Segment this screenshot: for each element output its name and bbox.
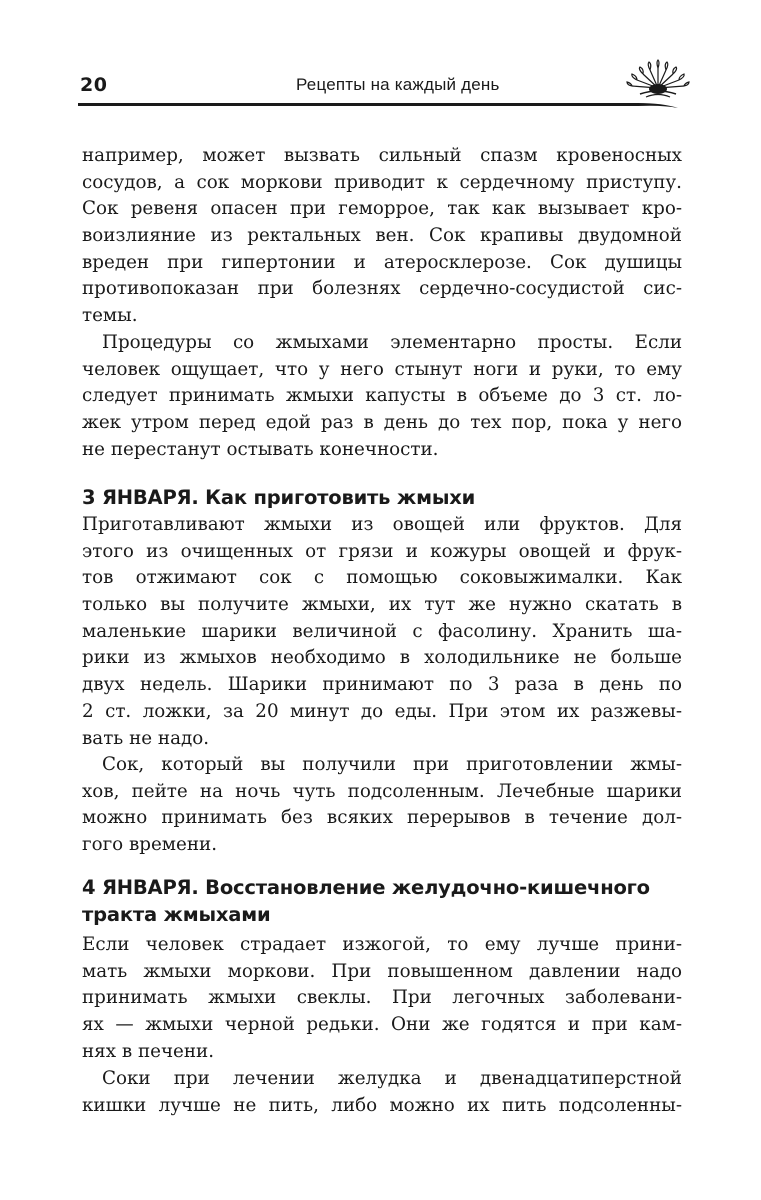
text-line: гого времени. bbox=[82, 834, 218, 856]
paragraph bbox=[82, 752, 682, 859]
text-line: Соки при лечении желудка и двенадцатиперстной bbox=[102, 1068, 682, 1089]
text-line: вреден при гипертонии и атеросклерозе. Сок душицы bbox=[82, 251, 682, 273]
text-line: этого из очищенных от грязи и кожуры овощей и фрук- bbox=[82, 540, 682, 562]
header-rule bbox=[78, 100, 688, 112]
running-header bbox=[78, 70, 688, 110]
section-heading bbox=[82, 874, 682, 928]
text-line: хов, пейте на ночь чуть подсоленным. Лечебные шарики bbox=[82, 780, 682, 802]
text-line: следует принимать жмыхи капусты в объеме до 3 ст. ло- bbox=[82, 385, 682, 407]
paragraph bbox=[82, 932, 682, 1065]
text-line: Процедуры со жмыхами элементарно просты. Если bbox=[102, 332, 682, 353]
text-line: Сок, который вы получили при приготовлении жмы- bbox=[102, 754, 682, 775]
text-line: воизлияние из ректальных вен. Сок крапивы двудомной bbox=[82, 225, 682, 247]
text-line: Сок ревеня опасен при геморрое, так как вызывает кро- bbox=[82, 198, 682, 220]
text-line: сосудов, а сок моркови приводит к сердечному приступу. bbox=[82, 171, 682, 193]
paragraph bbox=[82, 1066, 682, 1119]
text-line: человек ощущает, что у него стынут ноги и руки, то ему bbox=[82, 358, 682, 380]
text-line: темы. bbox=[82, 305, 138, 327]
text-line: нях в печени. bbox=[82, 1040, 215, 1062]
section-heading bbox=[82, 484, 682, 511]
text-line: кишки лучше не пить, либо можно их пить подсоленны- bbox=[82, 1094, 682, 1116]
text-line: 2 ст. ложки, за 20 минут до еды. При этом их разжевы- bbox=[82, 700, 682, 722]
text-line: не перестанут остывать конечности. bbox=[82, 438, 439, 460]
text-line: противопоказан при болезнях сердечно-сосудистой сис- bbox=[82, 278, 682, 300]
text-line: Если человек страдает изжогой, то ему лучше прини- bbox=[82, 934, 682, 955]
heading-line: 4 ЯНВАРЯ. Восстановление желудочно-кишечного bbox=[82, 876, 650, 899]
text-line: рики из жмыхов необходимо в холодильнике не больше bbox=[82, 647, 682, 669]
text-line: жек утром перед едой раз в день до тех пор, пока у него bbox=[82, 412, 682, 434]
heading-line: 3 ЯНВАРЯ. Как приготовить жмыхи bbox=[82, 486, 476, 509]
text-line: мать жмыхи моркови. При повышенном давлении надо bbox=[82, 960, 682, 982]
text-line: например, может вызвать сильный спазм кровеносных bbox=[82, 145, 682, 166]
text-line: вать не надо. bbox=[82, 727, 210, 749]
paragraph bbox=[82, 330, 682, 463]
text-line: принимать жмыхи свеклы. При легочных заболевани- bbox=[82, 987, 682, 1009]
flower-icon bbox=[626, 58, 690, 98]
text-line: маленькие шарики величиной с фасолину. Хранить ша- bbox=[82, 620, 682, 642]
paragraph bbox=[82, 512, 682, 752]
text-line: только вы получите жмыхи, их тут же нужно скатать в bbox=[82, 594, 682, 616]
text-line: ях — жмыхи черной редьки. Они же годятся и при кам- bbox=[82, 1014, 682, 1036]
text-line: двух недель. Шарики принимают по 3 раза в день по bbox=[82, 674, 682, 696]
paragraph bbox=[82, 143, 682, 330]
running-title: Рецепты на каждый день bbox=[296, 75, 500, 94]
heading-line: тракта жмыхами bbox=[82, 903, 271, 926]
page-number: 20 bbox=[80, 74, 108, 96]
text-line: тов отжимают сок с помощью соковыжималки. Как bbox=[82, 567, 682, 589]
text-line: Приготавливают жмыхи из овощей или фруктов. Для bbox=[82, 514, 682, 535]
text-line: можно принимать без всяких перерывов в течение дол- bbox=[82, 807, 682, 829]
